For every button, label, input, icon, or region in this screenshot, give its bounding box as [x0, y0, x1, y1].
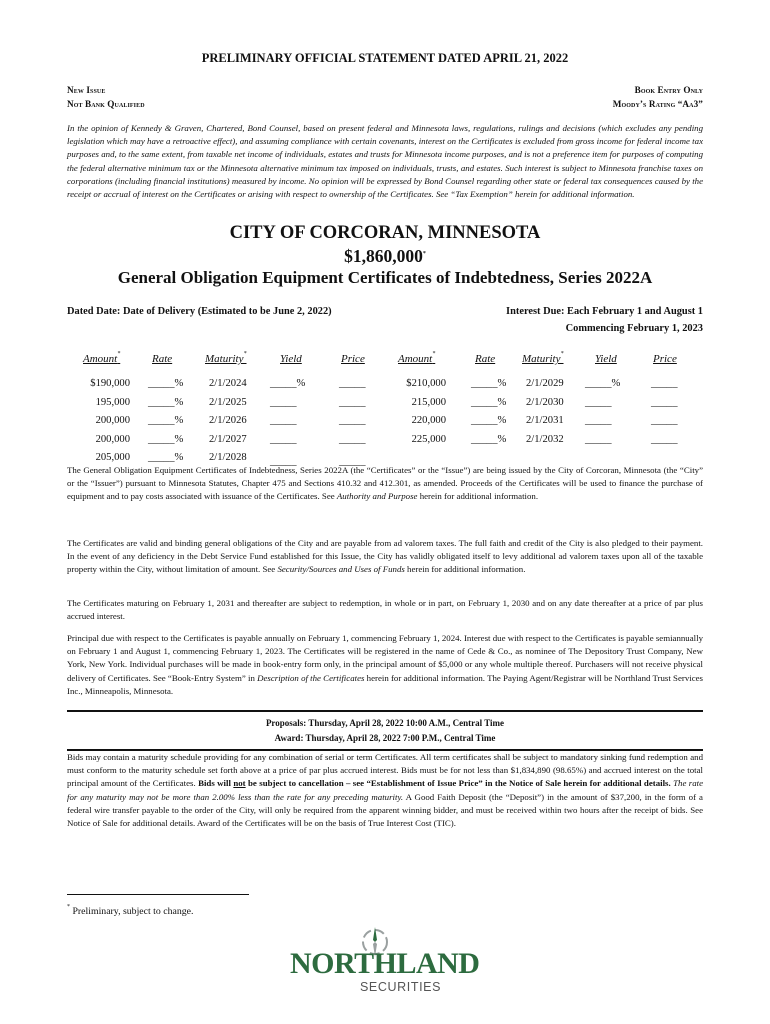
footnote-rule: [67, 894, 249, 895]
right-rate-header: Rate: [475, 353, 496, 365]
left-price-cell: _____: [339, 378, 366, 389]
right-yield-cell: _____: [585, 415, 612, 426]
right-amount-cell: 215,000: [411, 396, 446, 408]
left-maturity-cell: 2/1/2025: [209, 396, 247, 408]
right-price-cell: _____: [651, 378, 678, 389]
dated-date: Dated Date: Date of Delivery (Estimated to be June 2, 2022): [67, 306, 332, 317]
left-amount-cell: 205,000: [95, 452, 130, 463]
series-name: General Obligation Equipment Certificates of Indebtedness, Series 2022A: [117, 268, 653, 287]
right-amount-cell: $210,000: [406, 378, 446, 389]
right-price-header: Price: [653, 353, 677, 365]
right-amount-header: Amount*: [398, 351, 436, 365]
right-rate-cell: _____%: [471, 433, 507, 445]
left-maturity-header: Maturity*: [205, 351, 247, 365]
issue-amount: $1,860,000*: [344, 245, 426, 266]
left-maturity-cell: 2/1/2028: [209, 452, 247, 463]
left-amount-header: Amount*: [83, 351, 121, 365]
proposals-box: [67, 710, 703, 751]
left-yield-cell: _____: [270, 456, 297, 467]
proposals-line: Proposals: Thursday, April 28, 2022 10:00 A.M., Central Time: [265, 718, 505, 728]
paragraph-payment: Principal due with respect to the Certificates is payable annually on February 1, commencing February 1, 2024. Interest due with respect to the Certificates is payable semiannually on February 1 and August 1, commencing February 1, 2023. The Certificates will be registered in the name of Cede & Co., as nominee of The Depository Trust Company, New York, New York. Individual purchases will be made in book-entry form only, in the principal amount of $5,000 or any whole multiple thereof. Purchasers will not receive physical delivery of Certificates. See “Book-Entry System” in Description of the Certificates herein for additional information. The Paying Agent/Registrar will be Northland Trust Services Inc., Minneapolis, Minnesota.: [67, 633, 703, 696]
left-price-cell: _____: [339, 415, 366, 426]
right-maturity-cell: 2/1/2031: [526, 415, 564, 426]
left-maturity-cell: 2/1/2027: [209, 433, 247, 445]
left-yield-header: Yield: [280, 353, 302, 365]
left-rate-cell: _____%: [148, 415, 184, 426]
left-rate-cell: _____%: [148, 452, 184, 463]
right-price-cell: _____: [651, 396, 678, 408]
logo-wordmark: NORTHLAND: [290, 947, 480, 980]
not-bank-qualified-label: Not Bank Qualified: [67, 99, 145, 109]
left-maturity-cell: 2/1/2026: [209, 415, 247, 426]
left-rate-cell: _____%: [148, 433, 184, 445]
right-rate-cell: _____%: [471, 396, 507, 408]
right-maturity-header: Maturity*: [522, 351, 564, 365]
left-yield-cell: _____%: [270, 378, 306, 389]
right-yield-cell: _____: [585, 433, 612, 445]
left-yield-cell: _____: [270, 433, 297, 445]
preliminary-statement-title: PRELIMINARY OFFICIAL STATEMENT DATED APRIL 21, 2022: [201, 51, 569, 65]
right-yield-cell: _____: [585, 396, 612, 408]
paragraph-security: The Certificates are valid and binding general obligations of the City and are payable from ad valorem taxes. The full faith and credit of the City is also pledged to their payment. In the event of any deficiency in the Debt Service Fund established for this Issue, the City has validly obligated itself to levy additional ad valorem taxes upon all of the taxable property within the City, without limitation of amount. See Security/Sources and Uses of Funds herein for additional information.: [67, 538, 703, 575]
left-price-cell: _____: [339, 456, 366, 467]
interest-due: Interest Due: Each February 1 and August 1 Commencing February 1, 2023: [506, 306, 703, 334]
right-rate-cell: _____%: [471, 378, 507, 389]
left-yield-cell: _____: [270, 415, 297, 426]
northland-securities-logo: [290, 925, 480, 1015]
left-rate-cell: _____%: [148, 396, 184, 408]
right-maturity-cell: 2/1/2029: [526, 378, 564, 389]
paragraph-issuance: The General Obligation Equipment Certificates of Indebtedness, Series 2022A (the “Certificates” or the “Issue”) are being issued by the City of Corcoran, Minnesota (the “City” or the “Issuer”) pursuant to Minnesota Statutes, Chapter 475 and Sections 410.32 and 412.301, as amended. Proceeds of the Certificates will be used to finance the purchase of equipment and to pay costs associated with issuance of the Certificates. See Authority and Purpose herein for additional information.: [67, 465, 703, 502]
logo-subtitle: SECURITIES: [360, 980, 442, 994]
right-yield-header: Yield: [595, 353, 617, 365]
left-amount-cell: 195,000: [95, 396, 130, 408]
right-maturity-cell: 2/1/2032: [526, 433, 564, 445]
right-price-cell: _____: [651, 415, 678, 426]
left-amount-cell: $190,000: [90, 378, 130, 389]
right-maturity-cell: 2/1/2030: [526, 396, 564, 408]
right-yield-cell: _____%: [585, 378, 621, 389]
left-yield-cell: _____: [270, 396, 297, 408]
left-maturity-cell: 2/1/2024: [209, 378, 247, 389]
issue-title-block: [0, 222, 770, 290]
left-price-header: Price: [341, 353, 365, 365]
paragraph-redemption: The Certificates maturing on February 1, 2031 and thereafter are subject to redemption, in whole or in part, on February 1, 2030 and on any date thereafter at a price of par plus accrued interest.: [67, 598, 703, 622]
left-amount-cell: 200,000: [95, 415, 130, 426]
right-rate-cell: _____%: [471, 415, 507, 426]
paragraph-bids: Bids may contain a maturity schedule providing for any combination of serial or term Certificates. All term certificates shall be subject to mandatory sinking fund redemption and must conform to the maturity schedule set forth above at a price of par plus accrued interest. Bids must be for not less than $1,834,890 (98.65%) and accrued interest on the total principal amount of the Certificates. Bids will not be subject to cancellation – see “Establishment of Issue Price” in the Notice of Sale herein for additional details. The rate for any maturity may not be more than 2.00% less than the rate for any preceding maturity. A Good Faith Deposit (the “Deposit”) in the amount of $37,200, in the form of a federal wire transfer payable to the order of the City, will only be required from the apparent winning bidder, and must be received within two hours after the receipt of bids. See Notice of Sale for additional details. Award of the Certificates will be on the basis of True Interest Cost (TIC).: [67, 752, 704, 829]
right-price-cell: _____: [651, 433, 678, 445]
left-amount-cell: 200,000: [95, 433, 130, 445]
moodys-rating-label: Moody’s Rating “Aa3”: [612, 99, 703, 109]
footnote: * Preliminary, subject to change.: [67, 904, 194, 917]
issuer-name: CITY OF CORCORAN, MINNESOTA: [229, 223, 541, 243]
left-rate-cell: _____%: [148, 378, 184, 389]
right-amount-cell: 225,000: [411, 433, 446, 445]
award-line: Award: Thursday, April 28, 2022 7:00 P.M., Central Time: [274, 732, 496, 743]
right-amount-cell: 220,000: [411, 415, 446, 426]
new-issue-label: New Issue: [67, 85, 106, 95]
book-entry-label: Book Entry Only: [634, 85, 703, 95]
left-price-cell: _____: [339, 396, 366, 408]
bond-counsel-opinion: In the opinion of Kennedy & Graven, Chartered, Bond Counsel, based on present federal and Minnesota laws, regulations, rulings and decisions (which excludes any pending legislation which may have a retroactive effect), and assuming compliance with certain covenants, interest on the Certificates is excluded from gross income for federal income tax purposes and, to the same extent, from taxable net income of individuals, estates and trusts for Minnesota income purposes, and is not a preference item for purposes of computing the federal alternative minimum tax or the Minnesota alternative minimum tax imposed on individuals, trusts, and estates. Such interest is subject to Minnesota franchise taxes on corporations (including financial institutions) measured by income. No opinion will be expressed by Bond Counsel regarding other state or federal tax consequences caused by the receipt or accrual of interest on the Certificates or arising with respect to ownership of the Certificates. See “Tax Exemption” herein for additional information.: [67, 123, 703, 200]
left-rate-header: Rate: [152, 353, 173, 365]
left-price-cell: _____: [339, 433, 366, 445]
